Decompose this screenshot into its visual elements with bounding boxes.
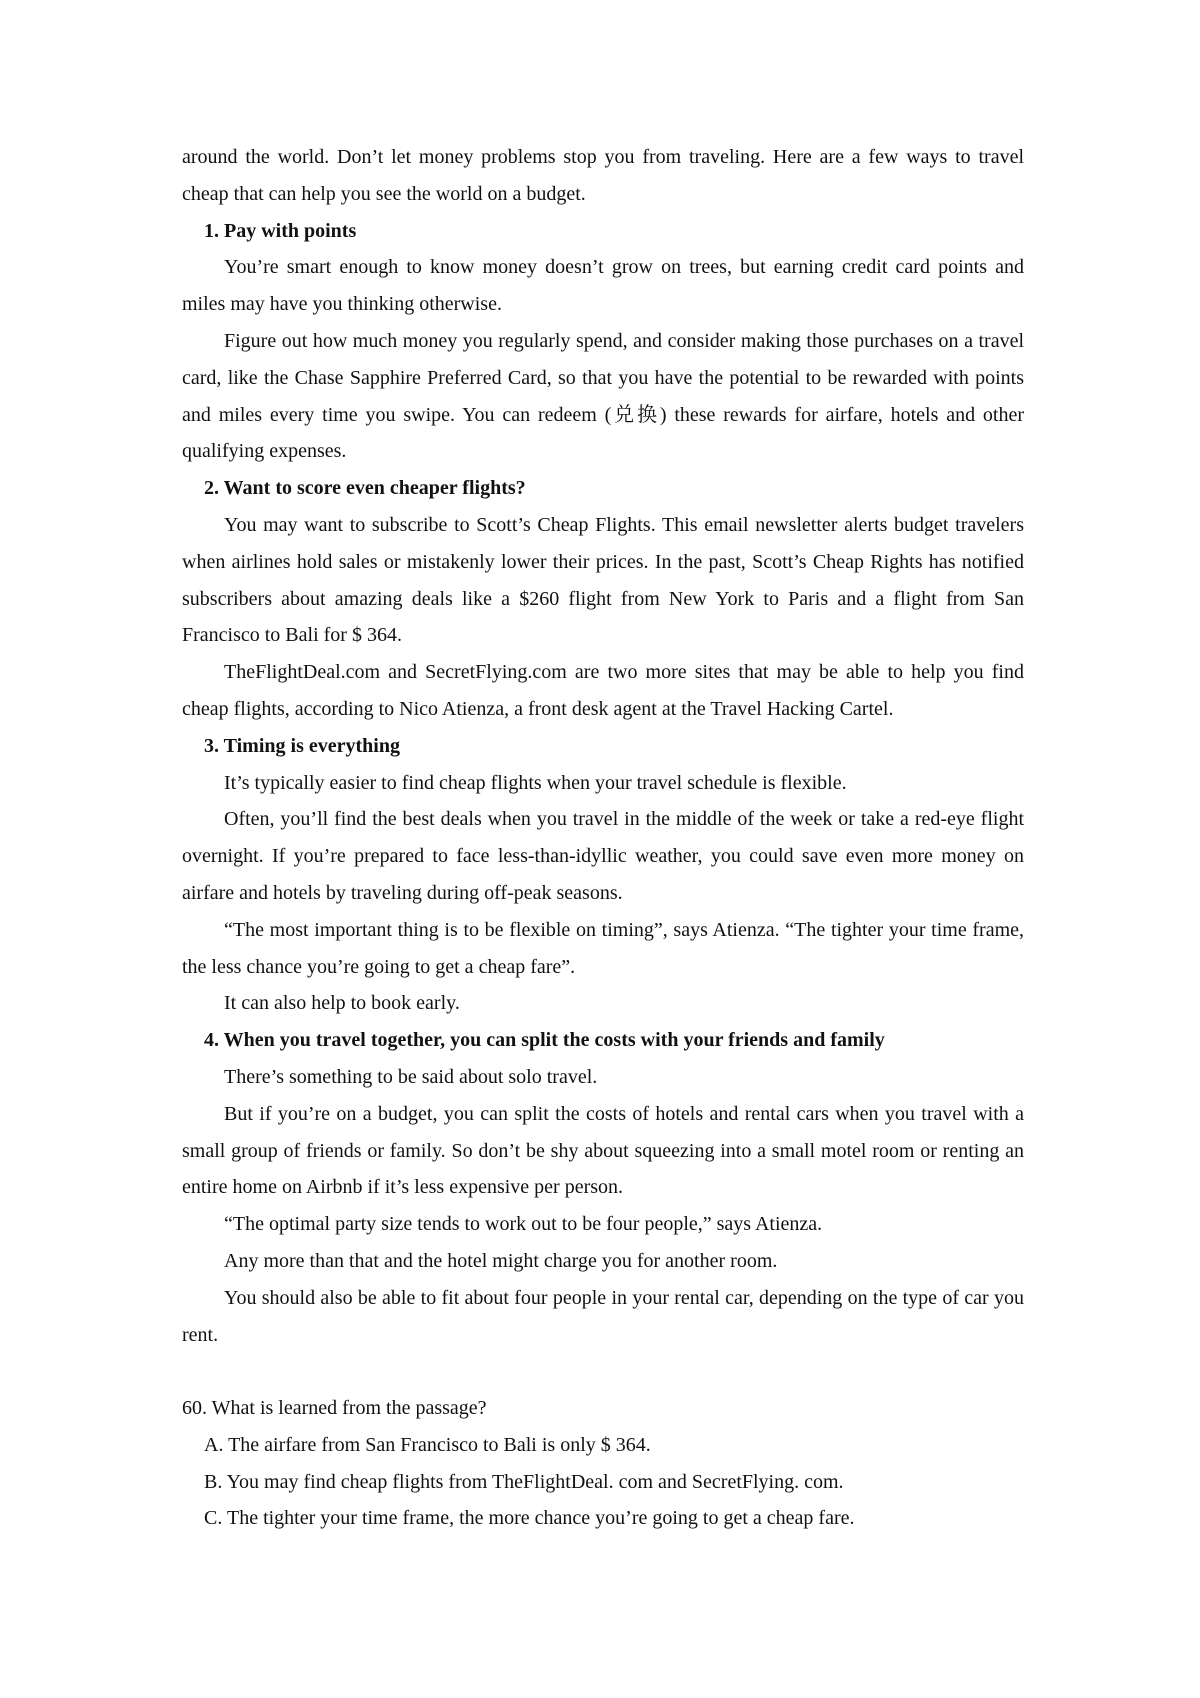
paragraph: TheFlightDeal.com and SecretFlying.com are two more sites that may be able to help you find cheap flights, according to Nico Atienza, a front desk agent at the Travel Hacking Cartel. xyxy=(182,661,1024,720)
paragraph: Figure out how much money you regularly spend, and consider making those purchases on a travel card, like the Chase Sapphire Preferred Card, so that you have the potential to be rewarded with points and miles every time you swipe. You can redeem (兑换) these rewards for airfare, hotels and other qualifying expenses. xyxy=(182,329,1024,463)
paragraph: You may want to subscribe to Scott’s Cheap Flights. This email newsletter alerts budget travelers when airlines hold sales or mistakenly lower their prices. In the past, Scott’s Cheap Rights has notified subscribers about amazing deals like a $260 flight from New York to Paris and a flight from San Francisco to Bali for $ 364. xyxy=(182,513,1024,647)
paragraph: But if you’re on a budget, you can split the costs of hotels and rental cars when you travel with a small group of friends or family. So don’t be shy about squeezing into a small motel room or renting an entire home on Airbnb if it’s less expensive per person. xyxy=(182,1102,1024,1199)
paragraph: It can also help to book early. xyxy=(224,992,460,1015)
option-b: B. You may find cheap flights from TheFlightDeal. com and SecretFlying. com. xyxy=(204,1470,844,1493)
paragraph-intro: around the world. Don’t let money problems stop you from traveling. Here are a few ways to travel cheap that can help you see the world on a budget. xyxy=(182,146,1024,205)
paragraph: You should also be able to fit about four people in your rental car, depending on the type of car you rent. xyxy=(182,1286,1024,1346)
paragraph: Often, you’ll find the best deals when you travel in the middle of the week or take a red-eye flight overnight. If you’re prepared to face less-than-idyllic weather, you could save even more money on airfare and hotels by traveling during off-peak seasons. xyxy=(182,808,1024,904)
paragraph: It’s typically easier to find cheap flights when your travel schedule is flexible. xyxy=(224,771,847,794)
paragraph: There’s something to be said about solo travel. xyxy=(224,1065,598,1088)
question-stem: 60. What is learned from the passage? xyxy=(182,1397,487,1420)
passage-body xyxy=(182,139,1024,1537)
paragraph: “The most important thing is to be flexible on timing”, says Atienza. “The tighter your time frame, the less chance you’re going to get a cheap fare”. xyxy=(182,918,1024,978)
paragraph: “The optimal party size tends to work out to be four people,” says Atienza. xyxy=(224,1213,823,1236)
heading-pay-with-points: 1. Pay with points xyxy=(204,219,357,242)
paragraph: You’re smart enough to know money doesn’t grow on trees, but earning credit card points and miles may have you thinking otherwise. xyxy=(182,256,1024,316)
paragraph: Any more than that and the hotel might charge you for another room. xyxy=(224,1249,778,1272)
question-60 xyxy=(182,1390,1024,1537)
heading-timing: 3. Timing is everything xyxy=(204,734,400,757)
heading-cheaper-flights: 2. Want to score even cheaper flights? xyxy=(204,477,526,500)
option-c: C. The tighter your time frame, the more chance you’re going to get a cheap fare. xyxy=(204,1507,855,1530)
option-a: A. The airfare from San Francisco to Bali is only $ 364. xyxy=(204,1433,651,1456)
heading-travel-together: 4. When you travel together, you can split the costs with your friends and family xyxy=(204,1029,885,1052)
